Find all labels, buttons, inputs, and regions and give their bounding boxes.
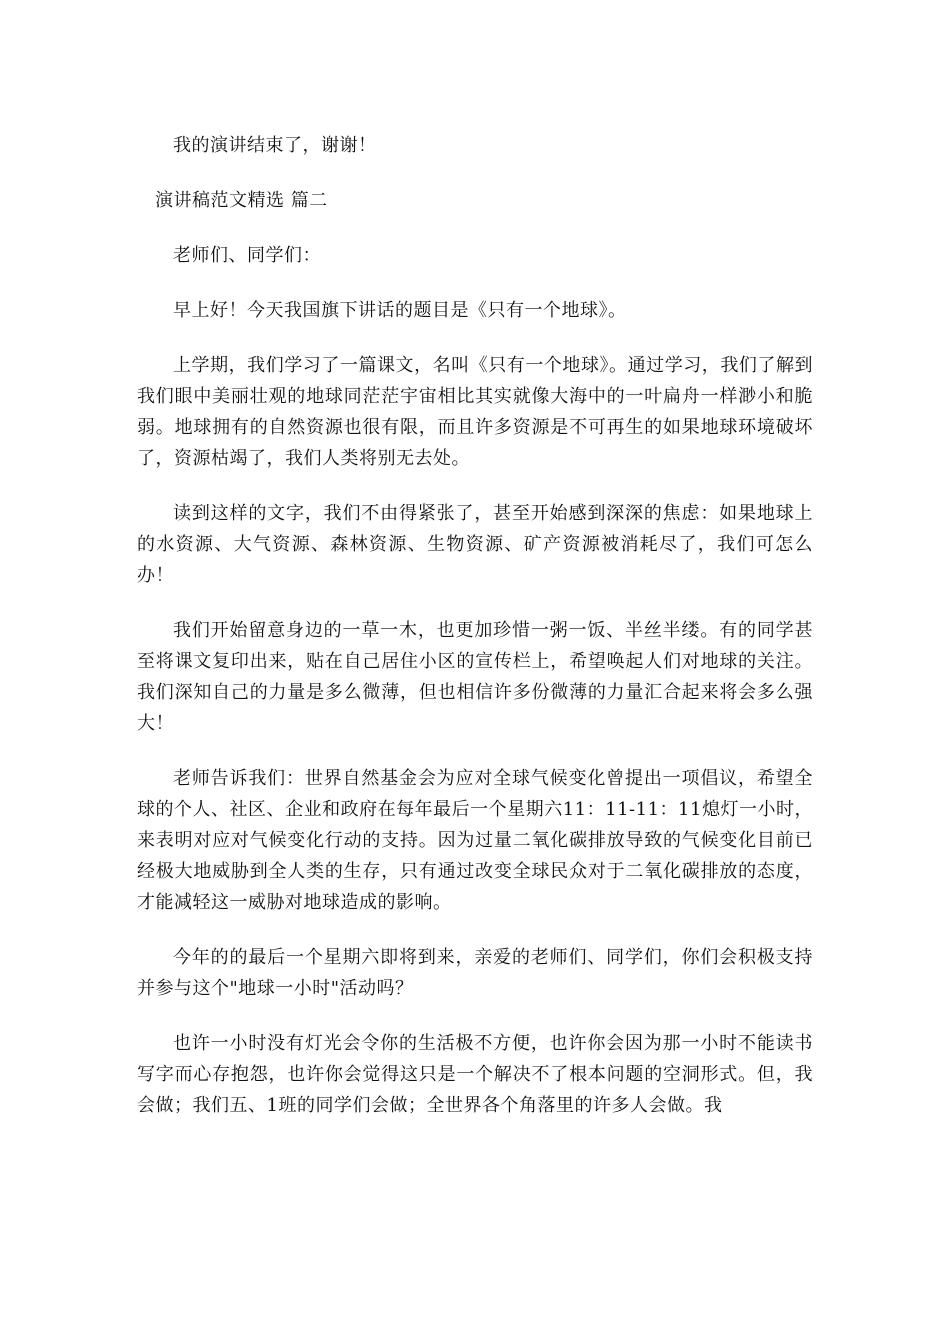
greeting-line: 老师们、同学们：	[173, 245, 321, 266]
document-body	[137, 130, 813, 1121]
paragraph-1: 早上好！今天我国旗下讲话的题目是《只有一个地球》。	[173, 300, 627, 321]
paragraph-6: 今年的的最后一个星期六即将到来，亲爱的老师们、同学们，你们会积极支持并参与这个"地球一小时"活动吗？	[137, 947, 813, 999]
closing-line: 我的演讲结束了，谢谢！	[173, 135, 377, 156]
paragraph-5: 老师告诉我们：世界自然基金会为应对全球气候变化曾提出一项倡议，希望全球的个人、社区、企业和政府在每年最后一个星期六11：11-11：11熄灯一小时，来表明对应对气候变化行动的支持。因为过量二氧化碳排放导致的气候变化目前已经极大地威胁到全人类的生存，只有通过改变全球民众对于二氧化碳排放的态度，才能减轻这一威胁对地球造成的影响。	[137, 768, 813, 913]
section-title: 演讲稿范文精选 篇二	[155, 190, 328, 211]
paragraph-7: 也许一小时没有灯光会令你的生活极不方便，也许你会因为那一小时不能读书写字而心存抱怨，也许你会觉得这只是一个解决不了根本问题的空洞形式。但，我会做；我们五、1班的同学们会做；全世界各个角落里的许多人会做。我	[137, 1033, 813, 1116]
paragraph-3: 读到这样的文字，我们不由得紧张了，甚至开始感到深深的焦虑：如果地球上的水资源、大气资源、森林资源、生物资源、矿产资源被消耗尽了，我们可怎么办！	[137, 503, 813, 586]
paragraph-4: 我们开始留意身边的一草一木，也更加珍惜一粥一饭、半丝半缕。有的同学甚至将课文复印出来，贴在自己居住小区的宣传栏上，希望唤起人们对地球的关注。我们深知自己的力量是多么微薄，但也相信许多份微薄的力量汇合起来将会多么强大！	[137, 620, 813, 734]
paragraph-2: 上学期，我们学习了一篇课文，名叫《只有一个地球》。通过学习，我们了解到我们眼中美丽壮观的地球同茫茫宇宙相比其实就像大海中的一叶扁舟一样渺小和脆弱。地球拥有的自然资源也很有限，而且许多资源是不可再生的如果地球环境破坏了，资源枯竭了，我们人类将别无去处。	[137, 355, 813, 469]
